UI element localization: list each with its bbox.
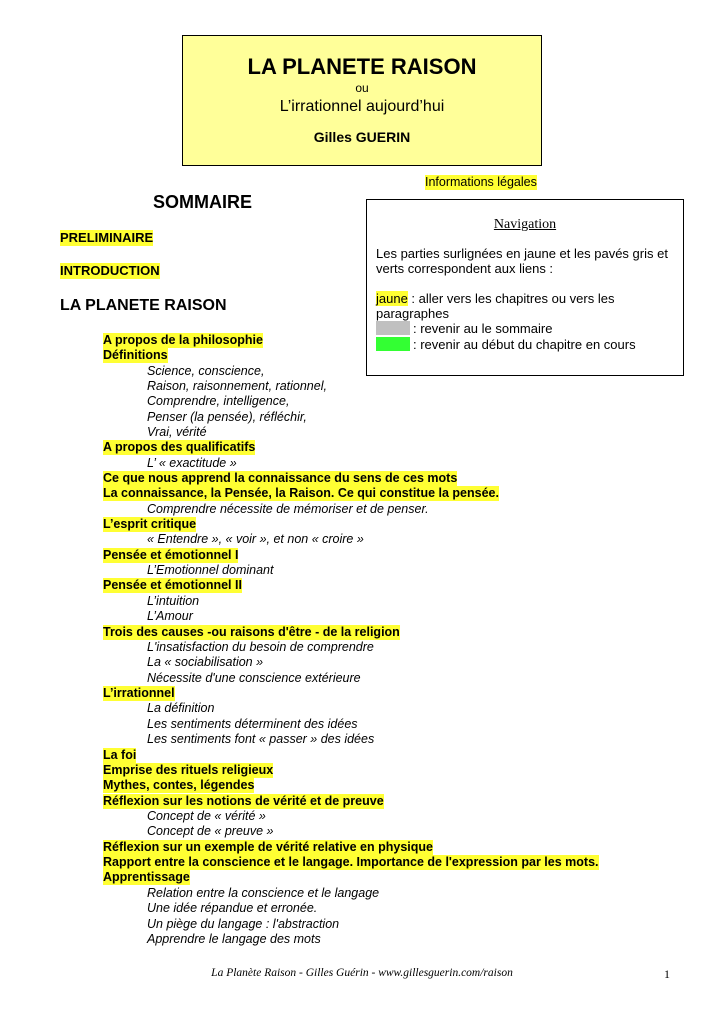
toc-subitem: Les sentiments font « passer » des idées bbox=[147, 732, 375, 746]
toc-subitem: Vrai, vérité bbox=[147, 425, 207, 439]
toc-item[interactable]: Réflexion sur les notions de vérité et de preuve bbox=[103, 794, 384, 808]
toc-subitem: La « sociabilisation » bbox=[147, 655, 264, 669]
toc-subitem: Relation entre la conscience et le langage bbox=[147, 886, 380, 900]
toc-item[interactable]: Ce que nous apprend la connaissance du sens de ces mots bbox=[103, 471, 458, 485]
gray-legend-text: : revenir au le sommaire bbox=[413, 321, 553, 336]
toc-item[interactable]: Pensée et émotionnel II bbox=[103, 578, 242, 592]
toc-item[interactable]: Réflexion sur un exemple de vérité relative en physique bbox=[103, 840, 433, 854]
section-preliminaire-link[interactable]: PRELIMINAIRE bbox=[60, 230, 154, 245]
toc-subitem: Comprendre nécessite de mémoriser et de penser. bbox=[147, 502, 429, 516]
toc-subitem: L’ « exactitude » bbox=[147, 456, 237, 470]
toc-subitem: L’Amour bbox=[147, 609, 193, 623]
toc-subitem: Nécessite d'une conscience extérieure bbox=[147, 671, 361, 685]
toc-subitem: Les sentiments déterminent des idées bbox=[147, 717, 358, 731]
title-or: ou bbox=[355, 81, 369, 95]
toc-subitem: Concept de « preuve » bbox=[147, 824, 274, 838]
green-legend-text: : revenir au début du chapitre en cours bbox=[413, 337, 636, 352]
toc-subitem: L’intuition bbox=[147, 594, 200, 608]
toc-item[interactable]: La foi bbox=[103, 748, 137, 762]
sommaire-heading: SOMMAIRE bbox=[153, 192, 252, 212]
toc-item[interactable]: A propos des qualificatifs bbox=[103, 440, 256, 454]
document-subtitle: L’irrationnel aujourd’hui bbox=[279, 98, 445, 115]
toc-item[interactable]: Trois des causes -ou raisons d'être - de la religion bbox=[103, 625, 400, 639]
toc-subitem: L'insatisfaction du besoin de comprendre bbox=[147, 640, 374, 654]
navigation-description: Les parties surlignées en jaune et les pavés gris et verts correspondent aux liens : bbox=[376, 246, 668, 276]
toc-item[interactable]: La connaissance, la Pensée, la Raison. Ce qui constitue la pensée. bbox=[103, 486, 499, 500]
gray-swatch bbox=[376, 321, 410, 335]
section-introduction-link[interactable]: INTRODUCTION bbox=[60, 263, 160, 278]
toc-subitem: Concept de « vérité » bbox=[147, 809, 266, 823]
toc-subitem: Penser (la pensée), réfléchir, bbox=[147, 410, 307, 424]
toc-item[interactable]: Emprise des rituels religieux bbox=[103, 763, 274, 777]
green-swatch bbox=[376, 337, 410, 351]
toc-item[interactable]: Apprentissage bbox=[103, 870, 190, 884]
page-footer: La Planète Raison - Gilles Guérin - www.gillesguerin.com/raison bbox=[211, 967, 513, 979]
section-planete-heading: LA PLANETE RAISON bbox=[60, 297, 227, 314]
toc-subitem: Raison, raisonnement, rationnel, bbox=[147, 379, 327, 393]
page-number: 1 bbox=[664, 967, 670, 981]
toc-subitem: Une idée répandue et erronée. bbox=[147, 901, 318, 915]
toc-item[interactable]: Mythes, contes, légendes bbox=[103, 778, 255, 792]
toc-subitem: L’Emotionnel dominant bbox=[147, 563, 274, 577]
yellow-legend-text: : aller vers les chapitres ou vers les paragraphes bbox=[376, 291, 615, 321]
document-title: LA PLANETE RAISON bbox=[247, 54, 477, 79]
legal-info-link[interactable]: Informations légales bbox=[425, 175, 537, 189]
toc-item[interactable]: Définitions bbox=[103, 348, 168, 362]
toc-item[interactable]: L’esprit critique bbox=[103, 517, 197, 531]
yellow-legend-word: jaune bbox=[376, 291, 408, 306]
navigation-yellow-legend bbox=[376, 291, 676, 321]
toc-item[interactable]: A propos de la philosophie bbox=[103, 333, 263, 347]
toc-subitem: Un piège du langage : l'abstraction bbox=[147, 917, 340, 931]
toc-item[interactable]: L’irrationnel bbox=[103, 686, 175, 700]
toc-subitem: Comprendre, intelligence, bbox=[147, 394, 290, 408]
toc-subitem: Apprendre le langage des mots bbox=[147, 932, 321, 946]
toc-item[interactable]: Pensée et émotionnel I bbox=[103, 548, 239, 562]
author-name: Gilles GUERIN bbox=[313, 129, 411, 145]
toc-item[interactable]: Rapport entre la conscience et le langage. Importance de l'expression par les mots. bbox=[103, 855, 599, 869]
title-box bbox=[182, 35, 542, 166]
navigation-title: Navigation bbox=[493, 217, 557, 232]
toc-subitem: « Entendre », « voir », et non « croire » bbox=[147, 532, 364, 546]
toc-subitem: La définition bbox=[147, 701, 215, 715]
toc-subitem: Science, conscience, bbox=[147, 364, 265, 378]
navigation-box bbox=[366, 199, 684, 376]
